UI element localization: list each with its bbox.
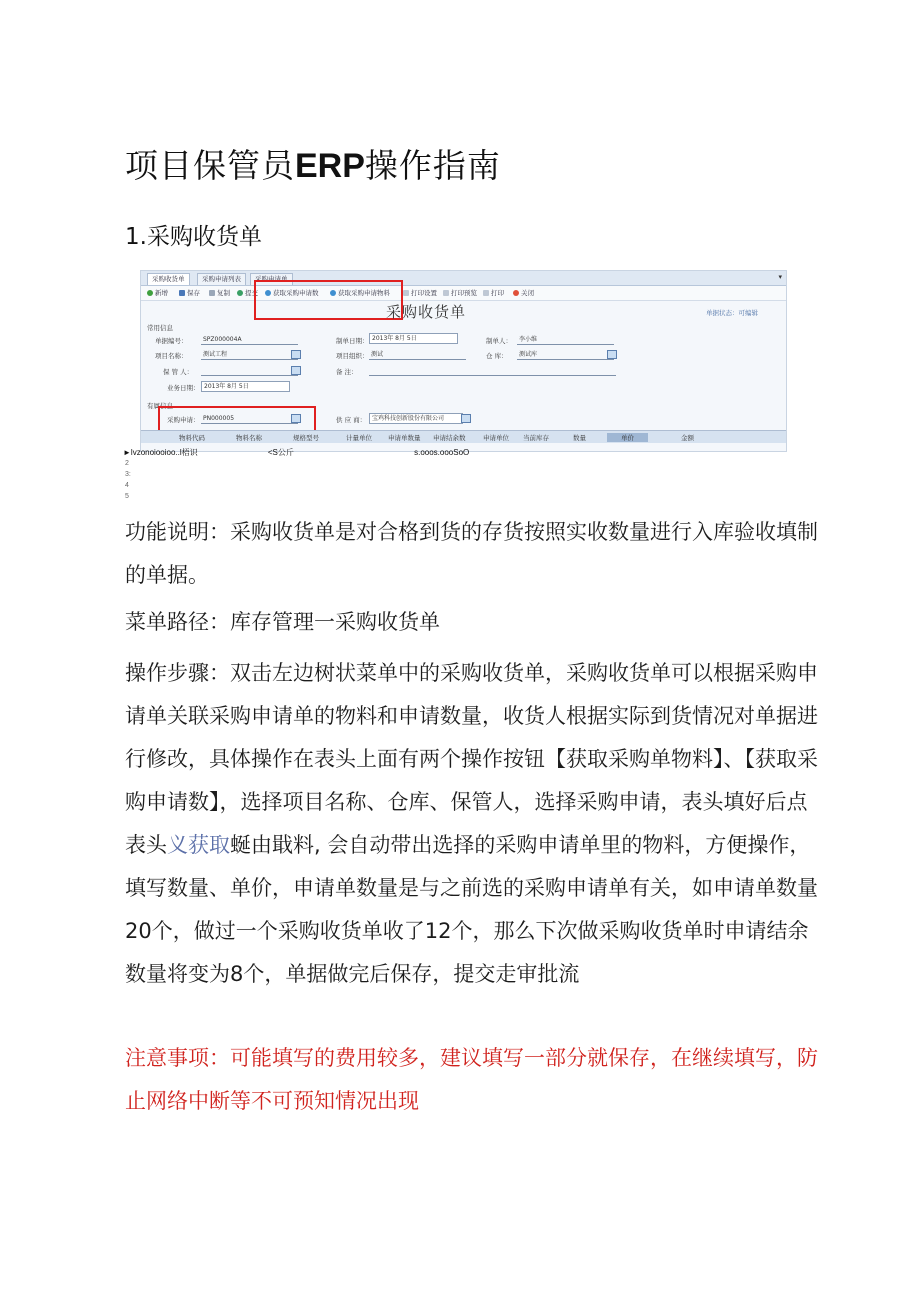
row-number: 3: (125, 471, 131, 478)
print-settings-icon (403, 290, 409, 296)
lookup-icon[interactable] (291, 350, 301, 359)
request-field[interactable]: PN000005 (201, 414, 298, 424)
lookup-icon[interactable] (291, 366, 301, 375)
print-settings-button[interactable]: 打印设置 (403, 288, 437, 298)
save-icon (179, 290, 185, 296)
column-header[interactable]: 物料名称 (236, 434, 262, 442)
tab-purchase-request[interactable]: 采购申请单 (250, 273, 293, 285)
biz-date-label: 业务日期： (167, 384, 200, 392)
tab-purchase-request-list[interactable]: 采购申请列表 (197, 273, 246, 285)
column-header[interactable]: 申请结余数 (433, 434, 466, 442)
submit-button[interactable]: 提交 (237, 288, 258, 298)
toolbar (141, 286, 786, 301)
close-icon (513, 290, 519, 296)
row-number: 4 (125, 482, 129, 489)
group-related-label: 有属信息 (147, 402, 173, 410)
erp-screenshot (140, 270, 787, 452)
column-header[interactable]: 申请单位 (483, 434, 509, 442)
notice: 注意事项：可能填写的费用较多，建议填写一部分就保存，在继续填写，防止网络中断等不可预知情况出现 (125, 1046, 818, 1113)
column-header[interactable]: 规格型号 (293, 434, 319, 442)
grid-header (141, 430, 786, 443)
row-number: 5 (125, 493, 129, 500)
print-button[interactable]: 打印 (483, 288, 504, 298)
bill-no-field[interactable]: SPZ000004A (201, 335, 298, 345)
org-field[interactable]: 测试 (369, 350, 466, 360)
date-field[interactable]: 2013年 8月 5日 (369, 333, 458, 344)
chevron-down-icon[interactable]: ▾ (778, 273, 782, 281)
keeper-label: 保 管 人： (163, 368, 194, 376)
status-badge: 单据状态：可编辑 (706, 309, 758, 317)
column-header[interactable]: 数量 (573, 434, 586, 442)
column-header[interactable]: 计量单位 (346, 434, 372, 442)
supplier-label: 供 应 商： (336, 416, 367, 424)
fetch-request-material-button[interactable]: 获取采购申请物料 (330, 288, 390, 298)
biz-date-field[interactable]: 2013年 8月 5日 (201, 381, 290, 392)
column-header[interactable]: 单价 (607, 433, 648, 442)
project-label: 项目名称： (155, 352, 188, 360)
function-description: 功能说明：采购收货单是对合格到货的存货按照实收数量进行入库验收填制的单据。 (125, 520, 818, 587)
operation-steps: 操作步骤：双击左边树状菜单中的采购收货单，采购收货单可以根据采购申请单关联采购申请单的物料和申请数量，收货人根据实际到货情况对单据进行修改，具体操作在表头上面有两个操作按钮【获取采购单物料】、【获取采购申请数】，选择项目名称、仓库、保管人，选择采购申请，表头填好后点表头义获取蜒由戢料, 会自动带出选择的采购申请单里的物料，方便操作，填写数量、单价，申请单数量是与之前选的采购申请单有关，如申请单数量20个，做过一个采购收货单收了12个，那么下次做采购收货单时申请结余数量将变为8个，单据做完后保存，提交走审批流 (125, 661, 818, 986)
warehouse-label: 仓 库： (486, 352, 508, 360)
keeper-field[interactable] (201, 366, 298, 376)
org-label: 项目组织： (336, 352, 369, 360)
tab-bar (141, 271, 786, 286)
link-text: 义获取 (167, 833, 230, 857)
row-number: 2 (125, 460, 129, 467)
save-button[interactable]: 保存 (179, 288, 200, 298)
menu-path: 菜单路径：库存管理一采购收货单 (125, 610, 440, 634)
project-field[interactable]: 测试工程 (201, 350, 298, 360)
column-header[interactable]: 当前库存 (523, 434, 549, 442)
grid-row: ►lvzonoiooioo..l梧识 <S公斤 s.ooos.oooSoO (123, 448, 470, 457)
new-button[interactable]: 新增 (147, 288, 168, 298)
copy-button[interactable]: 复制 (209, 288, 230, 298)
section-heading: 1.采购收货单 (125, 224, 262, 250)
date-label: 制单日期： (336, 337, 369, 345)
remark-field[interactable] (369, 366, 616, 376)
bill-no-label: 单据编号： (155, 337, 188, 345)
highlight-box-toolbar (254, 280, 403, 320)
warehouse-field[interactable]: 测试库 (517, 350, 614, 360)
print-preview-icon (443, 290, 449, 296)
page-title: 项目保管员ERP操作指南 (125, 146, 501, 185)
supplier-field[interactable]: 宝鸡科技创新股份有限公司 (369, 413, 463, 424)
lookup-icon[interactable] (607, 350, 617, 359)
form-title: 采购收货单 (386, 303, 467, 321)
printer-icon (483, 290, 489, 296)
tab-purchase-receipt[interactable]: 采购收货单 (147, 273, 190, 285)
fetch-request-qty-button[interactable]: 获取采购申请数 (265, 288, 319, 298)
remark-label: 备 注： (336, 368, 358, 376)
print-preview-button[interactable]: 打印预览 (443, 288, 477, 298)
add-icon (147, 290, 153, 296)
group-common-label: 常用信息 (147, 324, 173, 332)
lookup-icon[interactable] (461, 414, 471, 423)
submit-icon (237, 290, 243, 296)
copy-icon (209, 290, 215, 296)
request-label: 采购申请： (167, 416, 200, 424)
column-header[interactable]: 申请单数量 (388, 434, 421, 442)
column-header[interactable]: 金额 (681, 434, 694, 442)
close-button[interactable]: 关闭 (513, 288, 534, 298)
column-header[interactable]: 物料代码 (179, 434, 205, 442)
maker-label: 制单人： (486, 337, 512, 345)
maker-field[interactable]: 李小维 (517, 335, 614, 345)
